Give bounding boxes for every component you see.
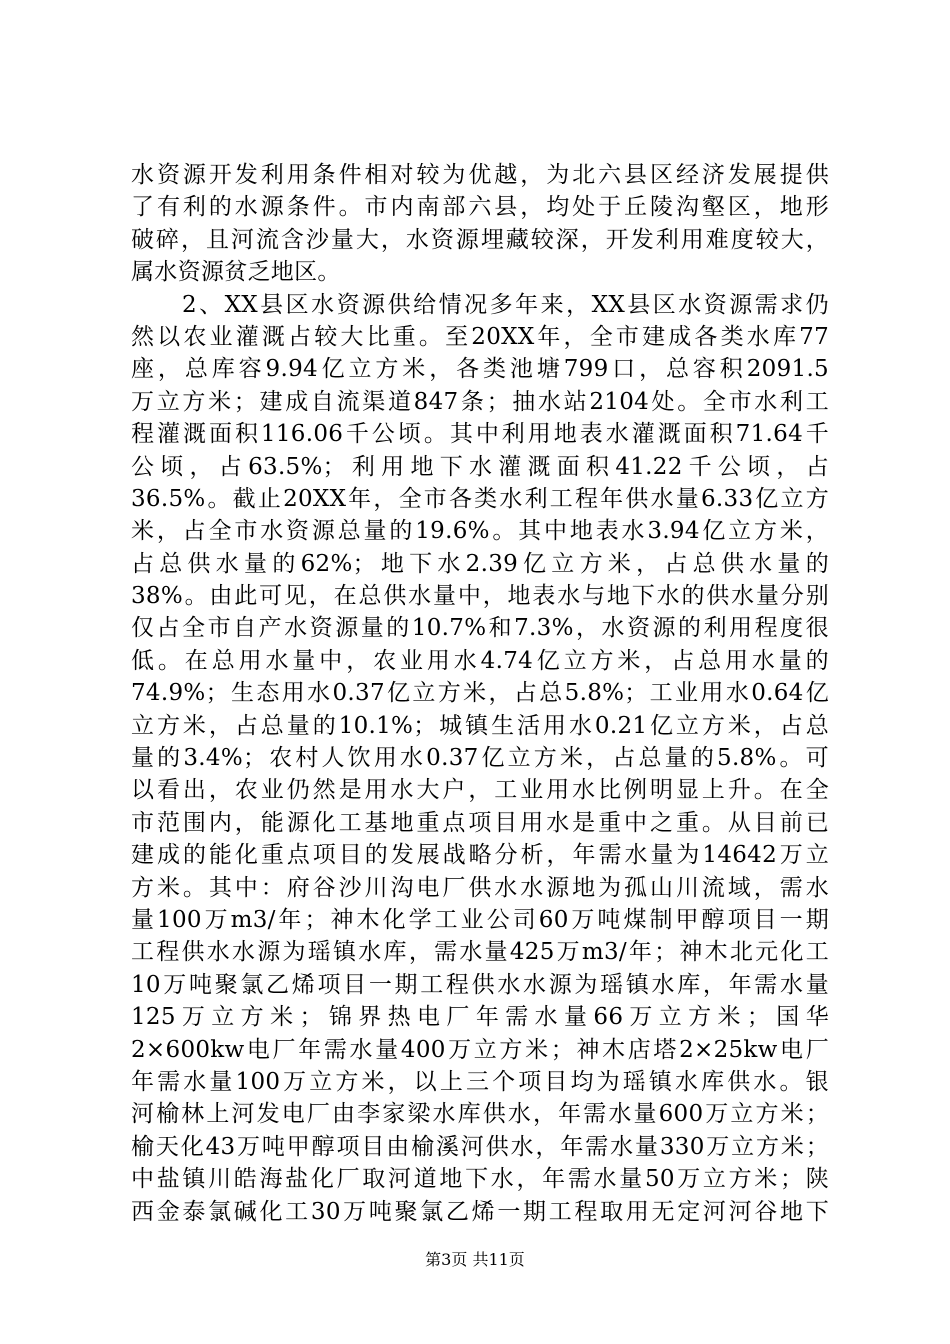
text-line: 中盐镇川皓海盐化厂取河道地下水，年需水量50万立方米；陕 <box>131 1166 829 1193</box>
text-line: 量的3.4%；农村人饮用水0.37亿立方米，占总量的5.8%。可 <box>131 745 829 772</box>
text-line: 74.9%；生态用水0.37亿立方米，占总5.8%；工业用水0.64亿 <box>131 680 829 707</box>
text-line: 10万吨聚氯乙烯项目一期工程供水水源为瑶镇水库，年需水量 <box>131 971 829 998</box>
text-line: 125万立方米；锦界热电厂年需水量66万立方米；国华 <box>131 1004 829 1031</box>
text-line: 破碎，且河流含沙量大，水资源埋藏较深，开发利用难度较大， <box>131 226 829 253</box>
text-line: 河榆林上河发电厂由李家梁水库供水，年需水量600万立方米； <box>131 1101 829 1128</box>
text-line: 属水资源贫乏地区。 <box>131 259 341 286</box>
text-line: 36.5%。截止20XX年，全市各类水利工程年供水量6.33亿立方 <box>131 485 829 512</box>
text-line: 公顷，占63.5%；利用地下水灌溉面积41.22千公顷，占 <box>131 453 829 480</box>
text-line: 西金泰氯碱化工30万吨聚氯乙烯一期工程取用无定河河谷地下 <box>131 1198 829 1225</box>
text-line: 建成的能化重点项目的发展战略分析，年需水量为14642万立 <box>131 842 829 869</box>
text-line: 榆天化43万吨甲醇项目由榆溪河供水，年需水量330万立方米； <box>131 1133 829 1160</box>
text-line: 程灌溉面积116.06千公顷。其中利用地表水灌溉面积71.64千 <box>131 421 829 448</box>
text-line: 低。在总用水量中，农业用水4.74亿立方米，占总用水量的 <box>131 647 829 674</box>
text-line: 立方米，占总量的10.1%；城镇生活用水0.21亿立方米，占总 <box>131 712 829 739</box>
text-line: 方米。其中：府谷沙川沟电厂供水水源地为孤山川流域，需水 <box>131 874 829 901</box>
text-line: 市范围内，能源化工基地重点项目用水是重中之重。从目前已 <box>131 809 829 836</box>
text-line: 万立方米；建成自流渠道847条；抽水站2104处。全市水利工 <box>131 388 829 415</box>
text-line: 米，占全市水资源总量的19.6%。其中地表水3.94亿立方米， <box>131 518 829 545</box>
text-line: 仅占全市自产水资源量的10.7%和7.3%，水资源的利用程度很 <box>131 615 829 642</box>
text-line: 然以农业灌溉占较大比重。至20XX年，全市建成各类水库77 <box>131 323 829 350</box>
text-line: 了有利的水源条件。市内南部六县，均处于丘陵沟壑区，地形 <box>131 194 829 221</box>
text-line: 占总供水量的62%；地下水2.39亿立方米，占总供水量的 <box>131 550 829 577</box>
text-line: 38%。由此可见，在总供水量中，地表水与地下水的供水量分别 <box>131 583 829 610</box>
page-number-footer: 第3页 共11页 <box>425 1250 525 1269</box>
text-line: 工程供水水源为瑶镇水库，需水量425万m3/年；神木北元化工 <box>131 939 829 966</box>
text-line: 2×600kw电厂年需水量400万立方米；神木店塔2×25kw电厂 <box>131 1036 829 1063</box>
text-line: 2、XX县区水资源供给情况多年来，XX县区水资源需求仍 <box>131 291 829 318</box>
text-line: 年需水量100万立方米，以上三个项目均为瑶镇水库供水。银 <box>131 1068 829 1095</box>
body-text <box>131 159 829 1228</box>
text-line: 量100万m3/年；神木化学工业公司60万吨煤制甲醇项目一期 <box>131 906 829 933</box>
text-line: 座，总库容9.94亿立方米，各类池塘799口，总容积2091.5 <box>131 356 829 383</box>
text-line: 水资源开发利用条件相对较为优越，为北六县区经济发展提供 <box>131 162 829 188</box>
text-line: 以看出，农业仍然是用水大户，工业用水比例明显上升。在全 <box>131 777 829 804</box>
